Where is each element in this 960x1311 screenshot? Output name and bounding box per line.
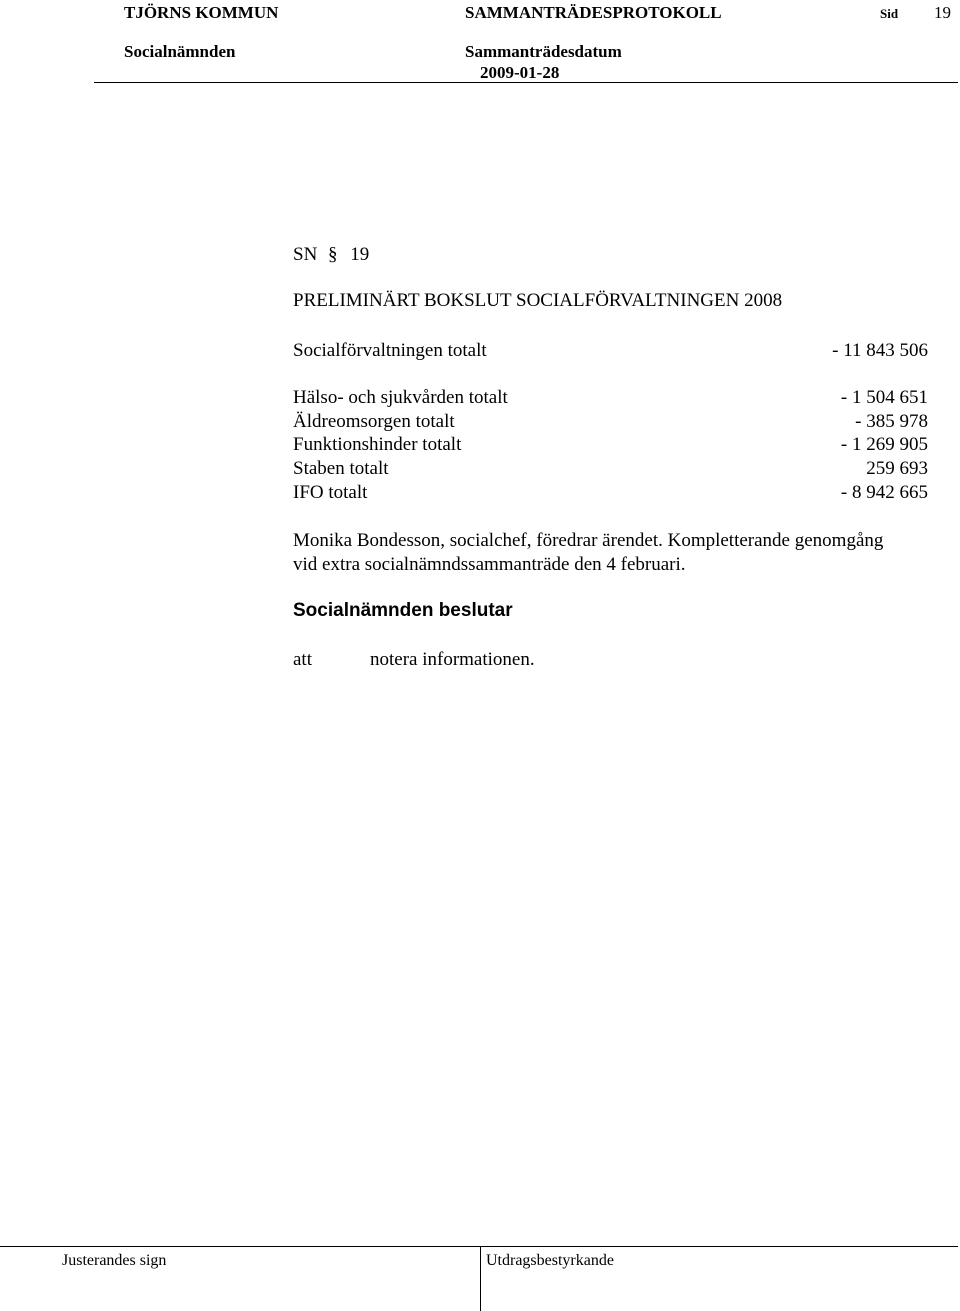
page-label: Sid xyxy=(880,6,899,21)
row-value: - 1 504 651 xyxy=(840,387,928,408)
committee-name: Socialnämnden xyxy=(124,42,236,61)
header-rule xyxy=(94,82,958,83)
decision-att: att xyxy=(293,649,312,670)
utdragsbestyrkande-label: Utdragsbestyrkande xyxy=(486,1252,614,1269)
page-number: 19 xyxy=(934,3,951,22)
footer-divider xyxy=(480,1246,481,1311)
meeting-date: 2009-01-28 xyxy=(480,63,560,82)
municipality-name: TJÖRNS KOMMUN xyxy=(124,3,279,22)
decision-text: notera informationen. xyxy=(370,649,535,670)
section-number: 19 xyxy=(350,244,370,265)
meeting-date-label: Sammanträdesdatum xyxy=(465,42,622,61)
row-label: IFO totalt xyxy=(293,482,368,503)
section-ref xyxy=(293,244,369,266)
paragraph-line-2: vid extra socialnämndssammanträde den 4 februari. xyxy=(293,554,686,575)
row-label: Funktionshinder totalt xyxy=(293,434,462,455)
row-value: - 8 942 665 xyxy=(840,482,928,503)
section-sign: § xyxy=(328,244,338,265)
total-label: Socialförvaltningen totalt xyxy=(293,340,487,361)
document-type: SAMMANTRÄDESPROTOKOLL xyxy=(465,3,722,22)
row-label: Staben totalt xyxy=(293,458,389,479)
paragraph-line-1: Monika Bondesson, socialchef, föredrar ärendet. Kompletterande genomgång xyxy=(293,530,884,551)
row-value: - 1 269 905 xyxy=(840,434,928,455)
section-prefix: SN xyxy=(293,244,318,265)
decision-heading: Socialnämnden beslutar xyxy=(293,600,513,621)
row-label: Äldreomsorgen totalt xyxy=(293,411,455,432)
total-value: - 11 843 506 xyxy=(832,340,928,361)
row-label: Hälso- och sjukvården totalt xyxy=(293,387,508,408)
justerandes-sign-label: Justerandes sign xyxy=(62,1252,167,1269)
item-title: PRELIMINÄRT BOKSLUT SOCIALFÖRVALTNINGEN 2008 xyxy=(293,290,783,311)
row-value: - 385 978 xyxy=(855,411,928,432)
row-value: 259 693 xyxy=(866,458,928,479)
footer-rule xyxy=(0,1246,958,1247)
